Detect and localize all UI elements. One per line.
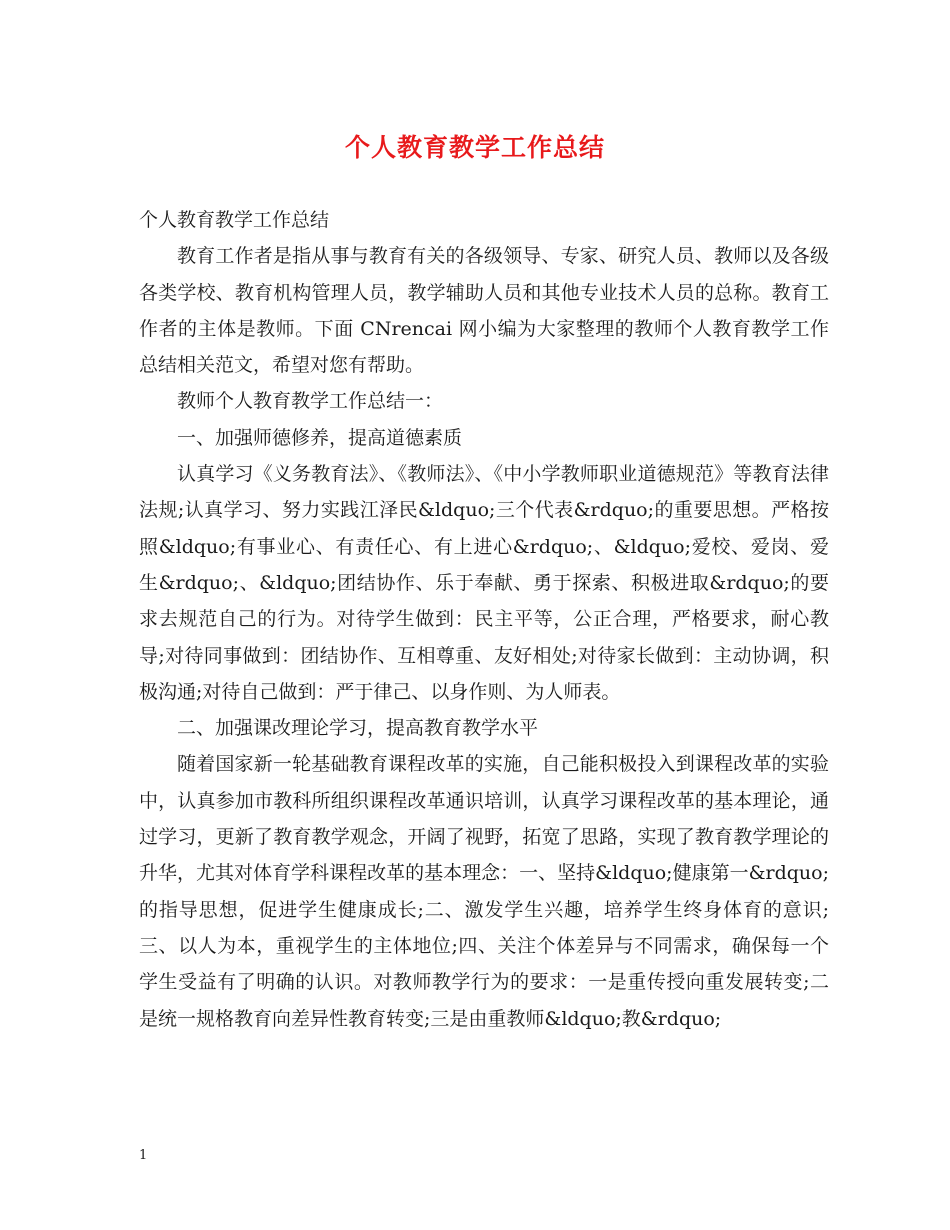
section-heading: 教师个人教育教学工作总结一： xyxy=(177,390,444,413)
body-paragraph-2: 随着国家新一轮基础教育课程改革的实施，自己能积极投入到课程改革的实验中，认真参加市教科所组织课程改革通识培训，认真学习课程改革的基本理论，通过学习，更新了教育教学观念，开阔了视野，拓宽了思路，实现了教育教学理论的升华，尤其对体育学科课程改革的基本理念：一、坚持&ldquo;健康第一&rdquo;的指导思想，促进学生健康成长;二、激发学生兴趣，培养学生终身体育的意识;三、以人为本，重视学生的主体地位;四、关注个体差异与不同需求，确保每一个学生受益有了明确的认识。对教师教学行为的要求：一是重传授向重发展转变;二是统一规格教育向差异性教育转变;三是由重教师&ldquo;教&rdquo; xyxy=(139,753,829,1030)
subsection-heading-2: 二、加强课改理论学习，提高教育教学水平 xyxy=(177,717,539,740)
document-title: 个人教育教学工作总结 xyxy=(344,133,605,162)
subsection-heading-1: 一、加强师德修养，提高道德素质 xyxy=(177,426,463,449)
body-paragraph-1: 认真学习《义务教育法》、《教师法》、《中小学教师职业道德规范》等教育法律法规;认真学习、努力实践江泽民&ldquo;三个代表&rdquo;的重要思想。严格按照&ldquo;有事业心、有责任心、有上进心&rdquo;、&ldquo;爱校、爱岗、爱生&rdquo;、&ldquo;团结协作、乐于奉献、勇于探索、积极进取&rdquo;的要求去规范自己的行为。对待学生做到：民主平等，公正合理，严格要求，耐心教导;对待同事做到：团结协作、互相尊重、友好相处;对待家长做到：主动协调，积极沟通;对待自己做到：严于律己、以身作则、为人师表。 xyxy=(139,463,829,703)
intro-paragraph: 教育工作者是指从事与教育有关的各级领导、专家、研究人员、教师以及各级各类学校、教育机构管理人员，教学辅助人员和其他专业技术人员的总称。教育工作者的主体是教师。下面 CNrencai 网小编为大家整理的教师个人教育教学工作总结相关范文，希望对您有帮助。 xyxy=(139,245,829,377)
subtitle-paragraph: 个人教育教学工作总结 xyxy=(139,209,330,231)
document-body xyxy=(139,202,829,1037)
page-number: 1 xyxy=(139,1148,148,1163)
